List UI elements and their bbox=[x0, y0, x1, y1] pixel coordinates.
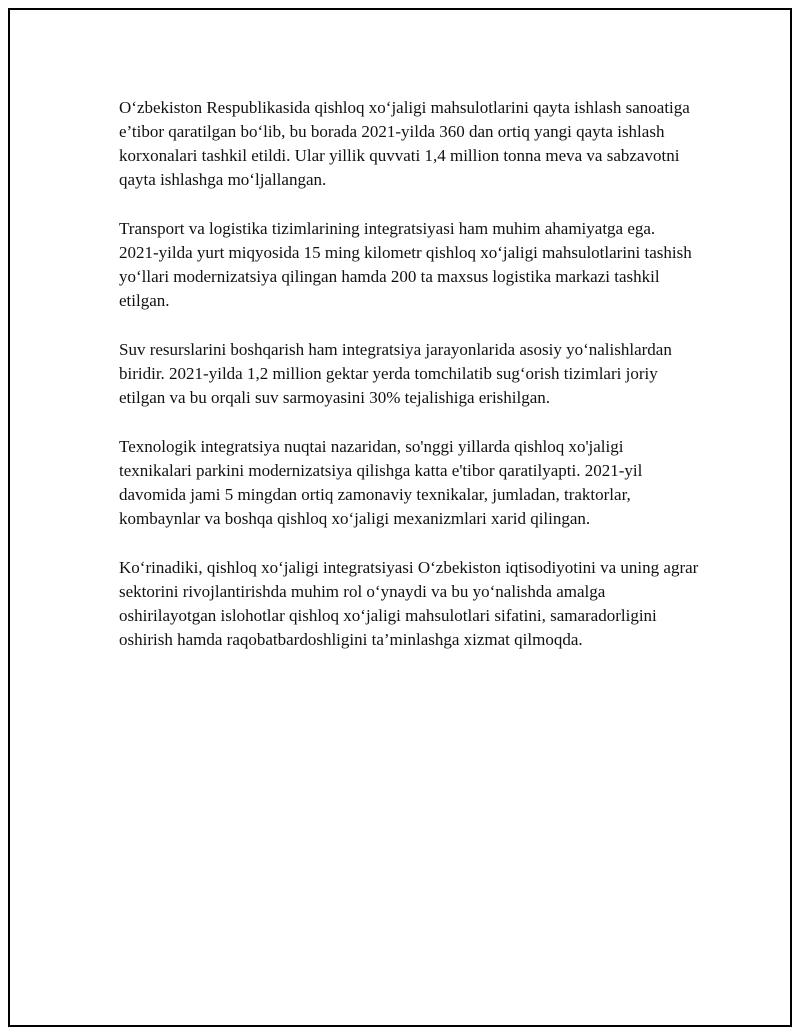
paragraph-transport-logistics: Transport va logistika tizimlarining integratsiyasi ham muhim ahamiyatga ega. 2021-yilda yurt miqyosida 15 ming kilometr qishloq xo‘jaligi mahsulotlarini tashish yo‘llari modernizatsiya qilingan hamda 200 ta maxsus logistika markazi tashkil etilgan. bbox=[119, 219, 692, 310]
document-body bbox=[119, 96, 699, 677]
document-page bbox=[8, 8, 792, 1027]
paragraph-technology-integration: Texnologik integratsiya nuqtai nazaridan, so'nggi yillarda qishloq xo'jaligi texnikalari parkini modernizatsiya qilishga katta e'tibor qaratilyapti. 2021-yil davomida jami 5 mingdan ortiq zamonaviy texnikalar, jumladan, traktorlar, kombaynlar va boshqa qishloq xo‘jaligi mexanizmlari xarid qilingan. bbox=[119, 437, 643, 528]
paragraph-conclusion: Ko‘rinadiki, qishloq xo‘jaligi integratsiyasi O‘zbekiston iqtisodiyotini va uning agrar sektorini rivojlantirishda muhim rol o‘ynaydi va bu yo‘nalishda amalga oshirilayotgan islohotlar qishloq xo‘jaligi mahsulotlari sifatini, samaradorligini oshirish hamda raqobatbardoshligini ta’minlashga xizmat qilmoqda. bbox=[119, 558, 699, 649]
paragraph-processing-industry: O‘zbekiston Respublikasida qishloq xo‘jaligi mahsulotlarini qayta ishlash sanoatiga e’tibor qaratilgan bo‘lib, bu borada 2021-yilda 360 dan ortiq yangi qayta ishlash korxonalari tashkil etildi. Ular yillik quvvati 1,4 million tonna meva va sabzavotni qayta ishlashga mo‘ljallangan. bbox=[119, 98, 690, 189]
paragraph-water-resources: Suv resurslarini boshqarish ham integratsiya jarayonlarida asosiy yo‘nalishlardan biridir. 2021-yilda 1,2 million gektar yerda tomchilatib sug‘orish tizimlari joriy etilgan va bu orqali suv sarmoyasini 30% tejalishiga erishilgan. bbox=[119, 340, 672, 407]
